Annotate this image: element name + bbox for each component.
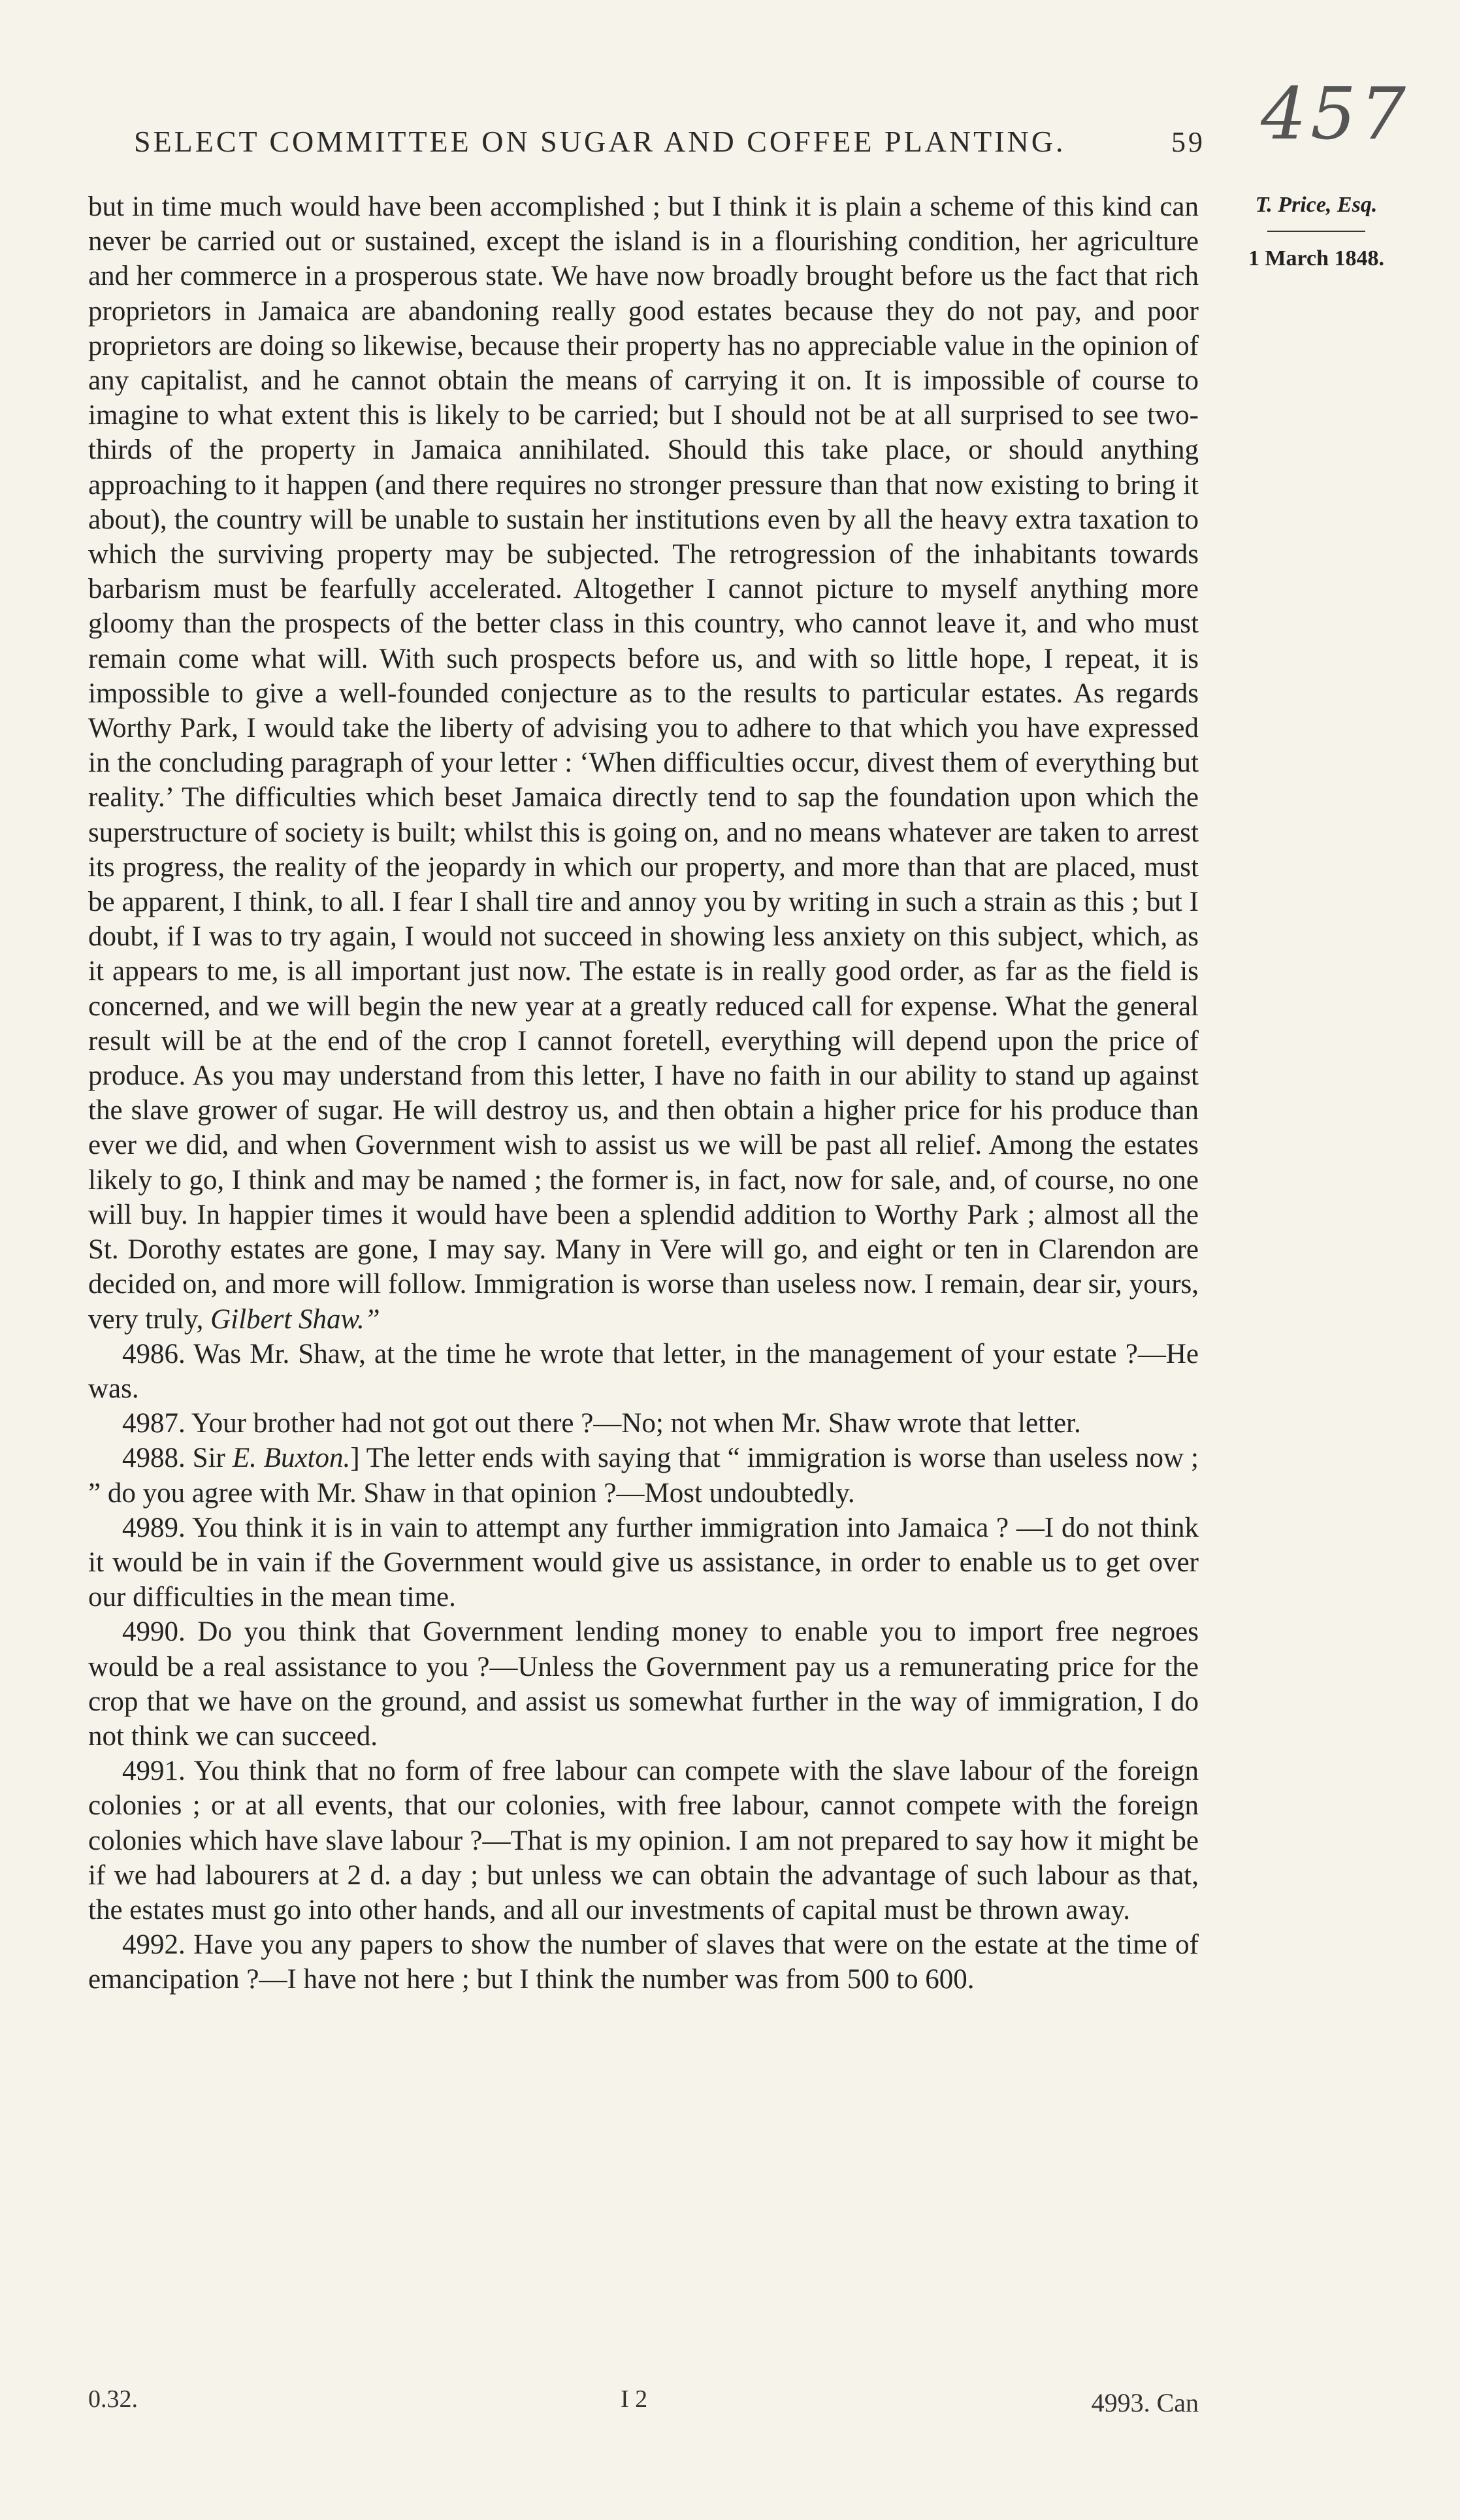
question-4992: 4992. Have you any papers to show the number of slaves that were on the estate at the time of emancipation ?—I have not here ; but I think the number was from 500 to 600. (88, 1929, 1199, 1995)
letter-paragraph (88, 189, 1199, 1337)
question-4991: 4991. You think that no form of free labour can compete with the slave labour of the foreign colonies ; or at all events, that our colonies, with free labour, cannot compete with the foreign colonies which have slave labour ?—That is my opinion. I am not prepared to say how it might be if we had labourers at 2 d. a day ; but unless we can obtain the advantage of such labour as that, the estates must go into other hands, and all our investments of capital must be thrown away. (88, 1756, 1199, 1925)
page-body (88, 189, 1199, 1997)
letter-signature: Gilbert Shaw.” (210, 1303, 380, 1335)
question-4988 (88, 1441, 1199, 1510)
question-4988-number: 4988. Sir (122, 1443, 225, 1474)
question-4988-text: ] The letter ends with saying that “ immigration is worse than useless now ; ” do you agree with Mr. Shaw in that opinion ?—Most undoubtedly. (88, 1443, 1199, 1509)
catchword: 4993. Can (1091, 2388, 1199, 2417)
margin-note (1231, 193, 1401, 271)
question-4990: 4990. Do you think that Government lending money to enable you to import free negroes would be a real assistance to you ?—Unless the Government pay us a remunerating price for the crop that we have on the ground, and assist us somewhat further in the way of immigration, I do not think we can succeed. (88, 1616, 1199, 1752)
margin-witness-name: T. Price, Esq. (1255, 193, 1378, 217)
printer-signature-left: 0.32. (88, 2385, 138, 2413)
margin-date: 1 March 1848. (1248, 246, 1385, 270)
question-4987: 4987. Your brother had not got out there ?—No; not when Mr. Shaw wrote that letter. (122, 1408, 1081, 1439)
page-footer (88, 2385, 1199, 2424)
handwritten-folio-number: 457 (1261, 72, 1410, 155)
letter-text: but in time much would have been accomplished ; but I think it is plain a scheme of this kind can never be carried out or sustained, except the island is in a flourishing condition, her agriculture and her commerce in a prosperous state. We have now broadly brought before us the fact that rich proprietors in Jamaica are abandoning really good estates because they do not pay, and poor proprietors are doing so likewise, because their property has no appreciable value in the opinion of any capitalist, and he cannot obtain the means of carrying it on. It is impossible of course to imagine to what extent this is likely to be carried; but I should not be at all surprised to see two-thirds of the property in Jamaica annihilated. Should this take place, or should anything approaching to it happen (and there requires no stronger pressure than that now existing to bring it about), the country will be unable to sustain her institutions even by all the heavy extra taxation to which the surviving property may be subjected. The retrogression of the inhabitants towards barbarism must be fearfully accelerated. Altogether I cannot picture to myself anything more gloomy than the prospects of the better class in this country, who cannot leave it, and who must remain come what will. With such prospects before us, and with so little hope, I repeat, it is impossible to give a well-founded conjecture as to the results to particular estates. As regards Worthy Park, I would take the liberty of advising you to adhere to that which you have expressed in the concluding paragraph of your letter : ‘When difficulties occur, divest them of everything but reality.’ The difficulties which beset Jamaica directly tend to sap the foundation upon which the superstructure of society is built; whilst this is going on, and no means whatever are taken to arrest its progress, the reality of the jeopardy in which our property, and more than that are placed, must be apparent, I think, to all. I fear I shall tire and annoy you by writing in such a strain as this ; but I doubt, if I was to try again, I would not succeed in showing less anxiety on this subject, which, as it appears to me, is all important just now. The estate is in really good order, as far as the field is concerned, and we will begin the new year at a greatly reduced call for expense. What the general result will be at the end of the crop I cannot foretell, everything will depend upon the price of produce. As you may understand from this letter, I have no faith in our ability to stand up against the slave grower of sugar. He will destroy us, and then obtain a higher price for his produce than ever we did, and when Government wish to assist us we will be past all relief. Among the estates likely to go, I think and may be named ; the former is, in fact, now for sale, and, of course, no one will buy. In happier times it would have been a splendid addition to Worthy Park ; almost all the St. Dorothy estates are gone, I may say. Many in Vere will go, and eight or ten in Clarendon are decided on, and more will follow. Immigration is worse than useless now. I remain, dear sir, yours, very truly, (88, 191, 1199, 1335)
printer-signature-mid: I 2 (621, 2385, 648, 2413)
questioner-name: E. Buxton. (232, 1443, 351, 1474)
question-4989: 4989. You think it is in vain to attempt any further immigration into Jamaica ? —I do not think it would be in vain if the Government would give us assistance, in order to enable us to get over our difficulties in the mean time. (88, 1512, 1199, 1613)
question-4986: 4986. Was Mr. Shaw, at the time he wrote that letter, in the management of your estate ?—He was. (88, 1338, 1199, 1404)
header-title: SELECT COMMITTEE ON SUGAR AND COFFEE PLANTING. (134, 125, 1066, 158)
page-number: 59 (1171, 126, 1205, 158)
margin-rule (1267, 231, 1365, 232)
running-header (134, 111, 1205, 170)
